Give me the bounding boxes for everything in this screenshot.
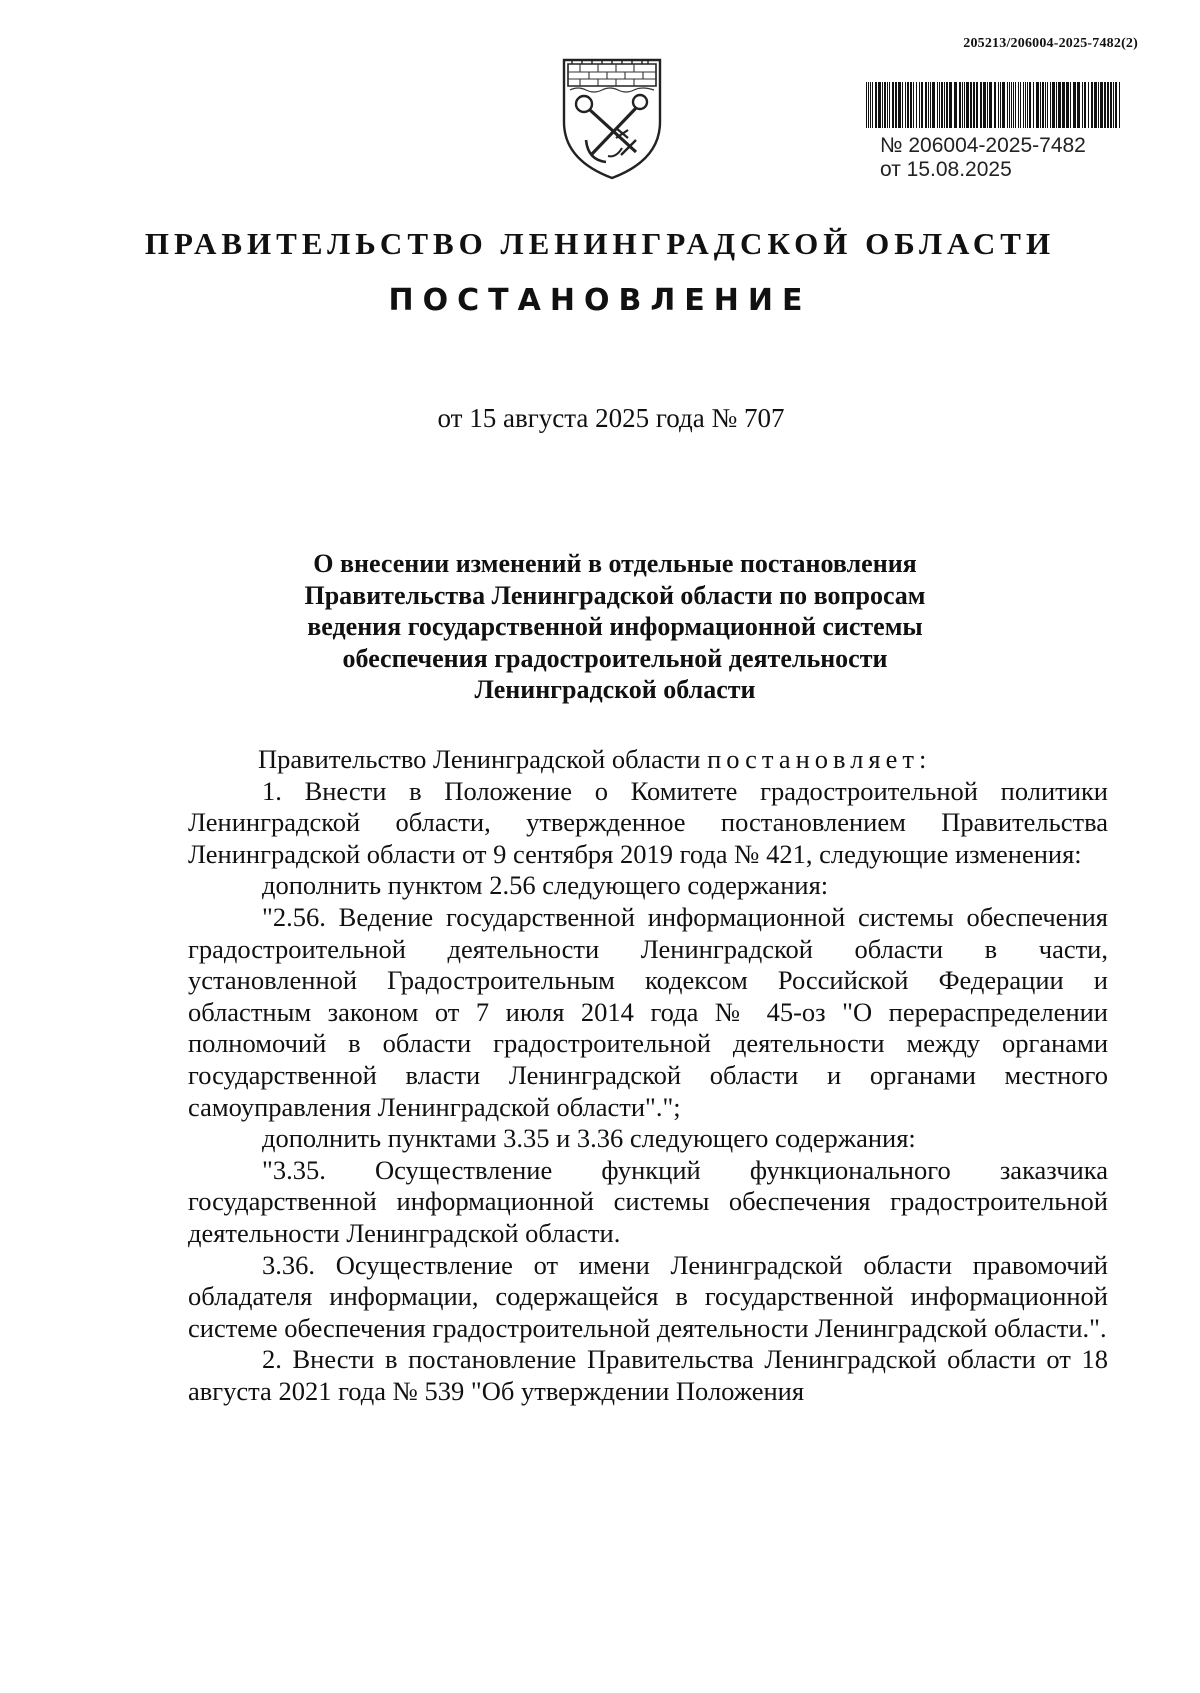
paragraph-2-56: "2.56. Ведение государственной информационной системы обеспечения градостроительной деятельности Ленинградской области в части, установленной Градостроительным кодексом Российской Федерации и областным законом от 7 июля 2014 года № 45-оз "О перераспределении полномочий в области градостроительной деятельности между органами государственной власти Ленинградской области и органами местного самоуправления Ленинградской области"."; (188, 901, 1108, 1122)
document-date-number: от 15 августа 2025 года № 707 (437, 403, 785, 433)
paragraph-amendment-intro-2: дополнить пунктами 3.35 и 3.36 следующего содержания: (262, 1123, 916, 1154)
document-subject (270, 548, 960, 706)
subject-line: обеспечения градостроительной деятельности (342, 643, 888, 673)
subject-line: О внесении изменений в отдельные постановления (313, 549, 917, 578)
paragraph-1: 1. Внести в Положение о Комитете градостроительной политики Ленинградской области, утвержденное постановлением Правительства Ленинградской области от 9 сентября 2019 года № 421, следующие изменения: (188, 775, 1108, 869)
registration-date: от 15.08.2025 (880, 158, 1012, 181)
barcode-icon (866, 82, 1122, 128)
document-id: 205213/206004-2025-7482(2) (963, 36, 1138, 51)
document-body (188, 744, 1108, 1407)
coat-of-arms-icon (558, 52, 666, 182)
preamble-text: Правительство Ленинградской области (258, 744, 708, 774)
paragraph-3-36: 3.36. Осуществление от имени Ленинградской области правомочий обладателя информации, содержащейся в государственной информационной системе обеспечения градостроительной деятельности Ленинградской области.". (188, 1249, 1108, 1343)
preamble-decree-word: постановляет: (707, 744, 932, 774)
document-type: ПОСТАНОВЛЕНИЕ (388, 283, 812, 318)
preamble (188, 744, 1108, 776)
registration-block (880, 134, 1086, 182)
subject-line: Ленинградской области (474, 675, 756, 704)
government-title: ПРАВИТЕЛЬСТВО ЛЕНИНГРАДСКОЙ ОБЛАСТИ (144, 226, 1056, 261)
paragraph-3-35: "3.35. Осуществление функций функционального заказчика государственной информационной системы обеспечения градостроительной деятельности Ленинградской области. (188, 1154, 1108, 1248)
paragraph-amendment-intro: дополнить пунктом 2.56 следующего содержания: (262, 870, 829, 901)
registration-number: № 206004-2025-7482 (880, 134, 1086, 157)
subject-line: Правительства Ленинградской области по вопросам (304, 580, 926, 610)
subject-line: ведения государственной информационной системы (307, 612, 923, 641)
paragraph-2: 2. Внести в постановление Правительства Ленинградской области от 18 августа 2021 года № 539 "Об утверждении Положения (188, 1344, 1108, 1406)
